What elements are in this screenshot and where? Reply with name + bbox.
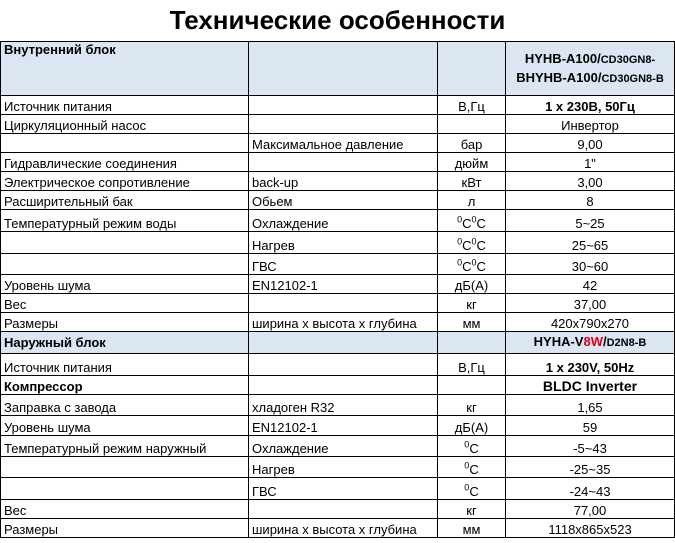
cell-c1: Заправка с завода (1, 395, 249, 416)
cell-c4: BLDC Inverter (506, 376, 675, 395)
cell-c4: 5~25 (506, 210, 675, 232)
cell-c1: Уровень шума (1, 416, 249, 436)
cell-c2: Охлаждение (249, 436, 438, 457)
table-row (1, 96, 675, 115)
cell-c1 (1, 134, 249, 153)
cell-c4: 25~65 (506, 232, 675, 254)
cell-c1 (1, 457, 249, 478)
page-title: Технические особенности (169, 5, 506, 35)
cell-c4: 8 (506, 191, 675, 210)
cell-c2 (249, 376, 438, 395)
cell-c2: EN12102-1 (249, 416, 438, 436)
cell-c2: хладоген R32 (249, 395, 438, 416)
outdoor-section-label: Наружный блок (1, 332, 249, 354)
cell-c4: 1118x865x523 (506, 519, 675, 538)
cell-c3: дюйм (438, 153, 506, 172)
cell-c2: ГВС (249, 254, 438, 275)
cell-c4: -25~35 (506, 457, 675, 478)
indoor-header-row (1, 42, 675, 96)
indoor-model: HYHB-A100/CD30GN8- BHYHB-A100/CD30GN8-B (506, 42, 675, 96)
cell-c2: ширина х высота х глубина (249, 519, 438, 538)
spec-table (0, 41, 675, 538)
indoor-section-label: Внутренний блок (1, 42, 249, 96)
cell-c2: back-up (249, 172, 438, 191)
cell-c2 (249, 96, 438, 115)
cell-c2: Максимальное давление (249, 134, 438, 153)
cell-c1: Температурный режим воды (1, 210, 249, 232)
cell-c3: кг (438, 395, 506, 416)
table-row (1, 191, 675, 210)
cell-c2: Обьем (249, 191, 438, 210)
cell-c3: дБ(А) (438, 275, 506, 294)
table-row (1, 354, 675, 376)
cell-c2 (249, 115, 438, 134)
cell-c3: бар (438, 134, 506, 153)
cell-c2: ГВС (249, 478, 438, 500)
cell-c1: Расширительный бак (1, 191, 249, 210)
cell-c3: $^0$C (438, 457, 506, 478)
cell-c4: -24~43 (506, 478, 675, 500)
cell-c3 (438, 376, 506, 395)
cell-c4: 1" (506, 153, 675, 172)
cell-c4: Инвертор (506, 115, 675, 134)
cell-c1: Электрическое сопротивление (1, 172, 249, 191)
spec-table-body (1, 42, 675, 538)
cell-c4: 1 x 230В, 50Гц (506, 96, 675, 115)
outdoor-model: HYHA-V8W/D2N8-B (506, 332, 675, 354)
table-row (1, 153, 675, 172)
cell-c2: ширина х высота х глубина (249, 313, 438, 332)
cell-c2: EN12102-1 (249, 275, 438, 294)
cell-c1: Гидравлические соединения (1, 153, 249, 172)
table-row (1, 436, 675, 457)
cell-c3: л (438, 191, 506, 210)
cell-c3: $^0C^0C$ (438, 210, 506, 232)
cell-c1: Уровень шума (1, 275, 249, 294)
cell-c1: Размеры (1, 313, 249, 332)
cell-c4: 1,65 (506, 395, 675, 416)
table-row (1, 376, 675, 395)
table-row (1, 254, 675, 275)
cell-c4: -5~43 (506, 436, 675, 457)
cell-c1: Вес (1, 294, 249, 313)
cell-c4: 77,00 (506, 500, 675, 519)
cell-c3: В,Гц (438, 354, 506, 376)
table-row (1, 172, 675, 191)
cell-c1: Источник питания (1, 354, 249, 376)
cell-c1 (1, 478, 249, 500)
cell-c3: В,Гц (438, 96, 506, 115)
cell-c1: Компрессор (1, 376, 249, 395)
table-row (1, 500, 675, 519)
cell-c3: $^0$C (438, 436, 506, 457)
cell-c1: Источник питания (1, 96, 249, 115)
table-row (1, 134, 675, 153)
cell-c3 (438, 115, 506, 134)
cell-c3: $^0C^0C$ (438, 254, 506, 275)
cell-c1: Циркуляционный насос (1, 115, 249, 134)
cell-c4: 42 (506, 275, 675, 294)
table-row (1, 232, 675, 254)
cell-c3: кВт (438, 172, 506, 191)
cell-c3: мм (438, 313, 506, 332)
cell-c4: 59 (506, 416, 675, 436)
cell-c4: 37,00 (506, 294, 675, 313)
cell-c2: Нагрев (249, 232, 438, 254)
table-row (1, 395, 675, 416)
table-row (1, 457, 675, 478)
cell-c2: Охлаждение (249, 210, 438, 232)
table-row (1, 294, 675, 313)
cell-c1: Вес (1, 500, 249, 519)
cell-c3: $^0C^0C$ (438, 232, 506, 254)
table-row (1, 416, 675, 436)
cell-c3: кг (438, 500, 506, 519)
cell-c2 (249, 153, 438, 172)
table-row (1, 210, 675, 232)
cell-c3: $^0$C (438, 478, 506, 500)
cell-c3: дБ(А) (438, 416, 506, 436)
cell-c4: 30~60 (506, 254, 675, 275)
table-row (1, 275, 675, 294)
table-row (1, 313, 675, 332)
table-row (1, 478, 675, 500)
cell-c3: кг (438, 294, 506, 313)
table-row (1, 519, 675, 538)
cell-c4: 1 x 230V, 50Hz (506, 354, 675, 376)
cell-c1 (1, 232, 249, 254)
cell-c2 (249, 294, 438, 313)
cell-c2 (249, 500, 438, 519)
cell-c4: 420x790x270 (506, 313, 675, 332)
cell-c1: Температурный режим наружный (1, 436, 249, 457)
cell-c1 (1, 254, 249, 275)
cell-c2: Нагрев (249, 457, 438, 478)
cell-c4: 9,00 (506, 134, 675, 153)
cell-c4: 3,00 (506, 172, 675, 191)
cell-c1: Размеры (1, 519, 249, 538)
outdoor-header-row (1, 332, 675, 354)
cell-c3: мм (438, 519, 506, 538)
table-row (1, 115, 675, 134)
cell-c2 (249, 354, 438, 376)
